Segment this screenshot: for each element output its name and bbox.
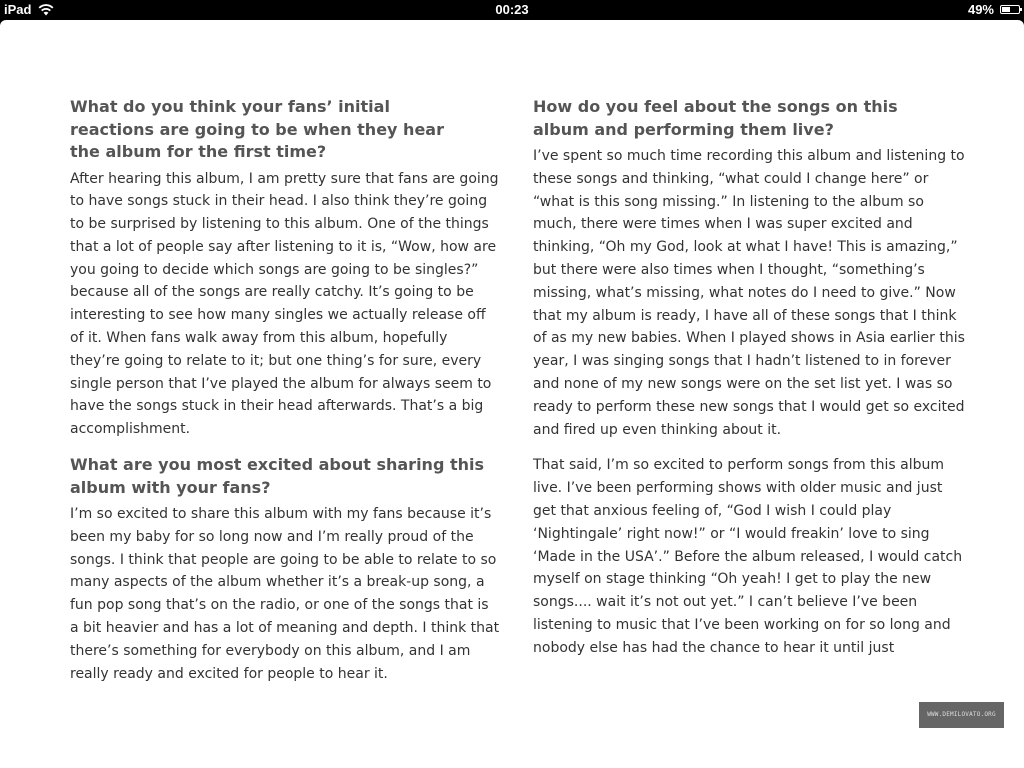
question-heading: How do you feel about the songs on this album and performing them live? bbox=[533, 97, 898, 139]
status-bar bbox=[0, 0, 1024, 20]
article-right-column bbox=[533, 96, 965, 673]
reader-page[interactable] bbox=[0, 20, 1024, 768]
battery-fill bbox=[1002, 7, 1010, 12]
battery-icon bbox=[1000, 5, 1020, 14]
question-heading: What are you most excited about sharing this album with your fans? bbox=[70, 455, 485, 497]
answer-paragraph: I’ve spent so much time recording this album and listening to these songs and thinking, “what could I change here” or “what is this song missing.” In listening to the album so much, there were times when I was super excited and thinking, “Oh my God, look at what I have! This is amazing,” but there were also times when I thought, “something’s missing, what’s missing, what notes do I need to give.” Now that my album is ready, I have all of these songs that I think of as my new babies. When I played shows in Asia earlier this year, I was singing songs that I hadn’t listened to in forever and none of my new songs were on the set list yet. I was so ready to perform these new songs that I would get so excited and fired up even thinking about it. bbox=[533, 148, 965, 438]
question-heading: What do you think your fans’ initial reactions are going to be when they hear the album for the first time? bbox=[70, 97, 444, 161]
answer-paragraph: I’m so excited to share this album with my fans because it’s been my baby for so long now and I’m really proud of the songs. I think that people are going to be able to relate to so many aspects of the album whether it’s a break-up song, a fun pop song that’s on the radio, or one of the songs that is a bit heavier and has a lot of meaning and depth. I think that there’s something for everybody on this album, and I am really ready and excited for people to hear it. bbox=[70, 506, 500, 682]
watermark: WWW.DEMILOVATO.ORG bbox=[919, 702, 1004, 728]
battery-percent: 49% bbox=[967, 2, 994, 17]
article-left-column bbox=[70, 96, 500, 698]
answer-paragraph: After hearing this album, I am pretty sure that fans are going to have songs stuck in their head. I also think they’re going to be surprised by listening to this album. One of the things that a lot of people say after listening to it is, “Wow, how are you going to decide which songs are going to be singles?” because all of the songs are really catchy. It’s going to be interesting to see how many singles we actually release off of it. When fans walk away from this album, hopefully they’re going to relate to it; but one thing’s for sure, every single person that I’ve played the album for always seem to have the songs stuck in their head afterwards. That’s a big accomplishment. bbox=[70, 170, 499, 438]
device-name: iPad bbox=[4, 2, 32, 17]
clock: 00:23 bbox=[495, 2, 529, 17]
answer-paragraph: That said, I’m so excited to perform songs from this album live. I’ve been performing shows with older music and just get that anxious feeling of, “God I wish I could play ‘Nightingale’ right now!” or “I would freakin’ love to sing ‘Made in the USA’.” Before the album released, I would catch myself on stage thinking “Oh yeah! I get to play the new songs.... wait it’s not out yet.” I can’t believe I’ve been listening to music that I’ve been working on for so long and nobody else has had the chance to hear it until just bbox=[533, 457, 963, 656]
